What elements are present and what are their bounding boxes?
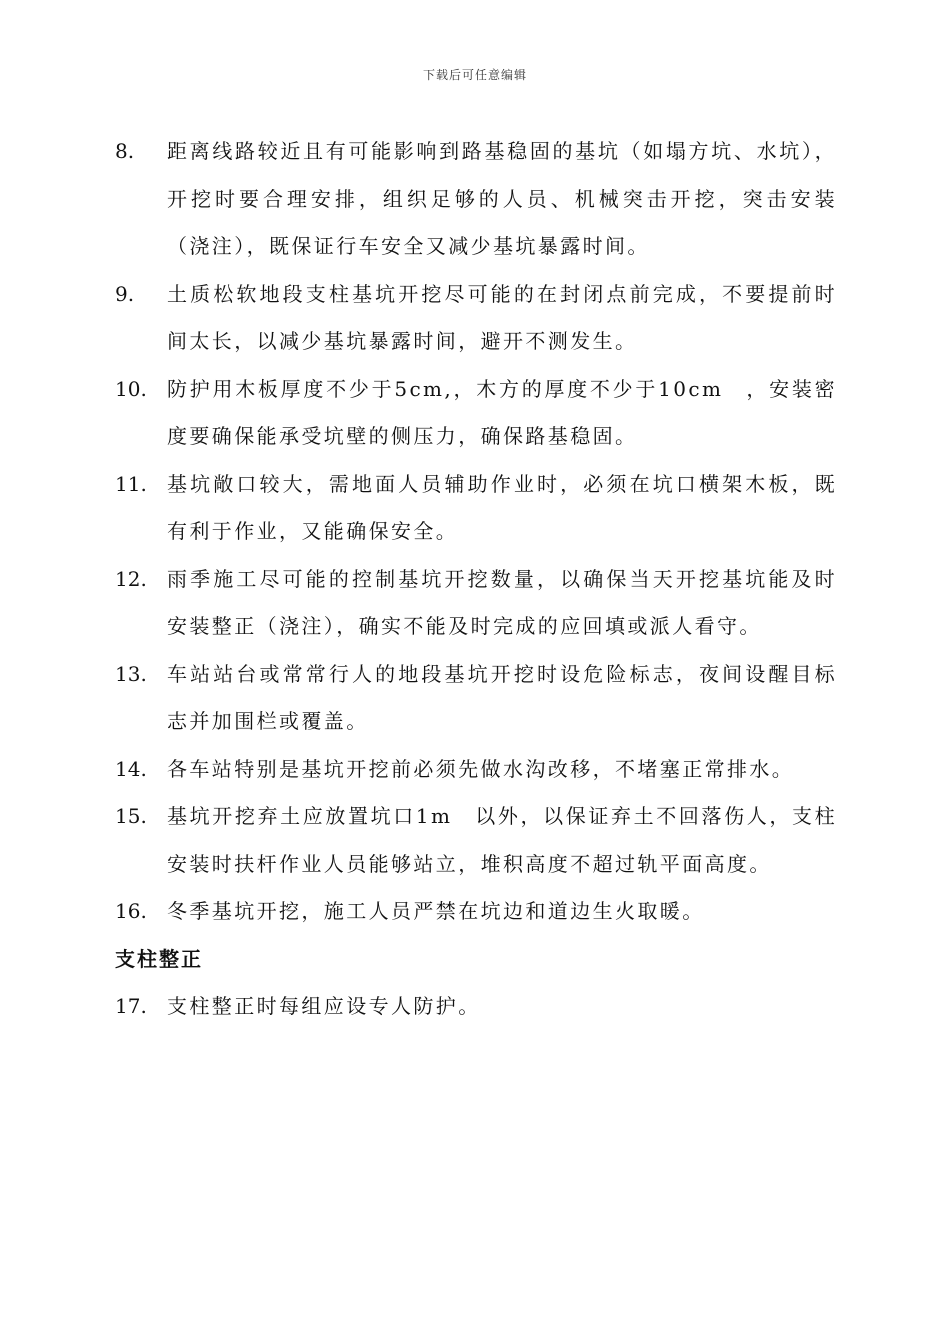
item-number: 8. <box>115 139 135 163</box>
item-text: 雨季施工尽可能的控制基坑开挖数量，以确保当天开挖基坑能及时安装整正（浇注），确实不能及时完成的应回填或派人看守。 <box>167 566 837 638</box>
item-number: 13. <box>115 661 147 686</box>
item-text: 基坑开挖弃土应放置坑口1m 以外，以保证弃土不回落伤人，支柱安装时扶杆作业人员能够站立，堆积高度不超过轨平面高度。 <box>167 804 837 876</box>
item-text: 距离线路较近且有可能影响到路基稳固的基坑（如塌方坑、水坑），开挖时要合理安排，组织足够的人员、机械突击开挖，突击安装（浇注），既保证行车安全又减少基坑暴露时间。 <box>167 139 837 258</box>
list-item-8 <box>115 128 837 271</box>
item-number: 9. <box>115 281 135 306</box>
page-header-note: 下载后可任意编辑 <box>422 68 527 82</box>
list-item-11 <box>115 461 837 556</box>
item-text: 车站站台或常常行人的地段基坑开挖时设危险标志，夜间设醒目标志并加围栏或覆盖。 <box>167 661 837 733</box>
item-number: 14. <box>115 756 147 781</box>
item-number: 16. <box>115 899 147 923</box>
list-item-15 <box>115 793 837 888</box>
item-text: 基坑敞口较大，需地面人员辅助作业时，必须在坑口横架木板，既有利于作业，又能确保安全。 <box>167 471 837 543</box>
section-heading: 支柱整正 <box>115 946 203 971</box>
list-item-10 <box>115 366 837 461</box>
list-item-9 <box>115 271 837 366</box>
item-text: 冬季基坑开挖，施工人员严禁在坑边和道边生火取暖。 <box>167 899 705 923</box>
item-text: 各车站特别是基坑开挖前必须先做水沟改移，不堵塞正常排水。 <box>167 756 795 781</box>
item-number: 11. <box>115 471 147 496</box>
list-item-17 <box>115 983 837 1031</box>
item-text: 土质松软地段支柱基坑开挖尽可能的在封闭点前完成，不要提前时间太长，以减少基坑暴露时间，避开不测发生。 <box>167 281 837 353</box>
item-text: 防护用木板厚度不少于5cm,，木方的厚度不少于10cm ，安装密度要确保能承受坑壁的侧压力，确保路基稳固。 <box>167 376 837 448</box>
item-number: 10. <box>115 376 147 401</box>
list-item-12 <box>115 556 837 651</box>
list-item-16 <box>115 888 837 936</box>
item-number: 12. <box>115 566 147 591</box>
item-number: 15. <box>115 804 147 828</box>
document-body <box>115 128 837 1031</box>
item-number: 17. <box>115 994 147 1018</box>
list-item-13 <box>115 651 837 746</box>
item-text: 支柱整正时每组应设专人防护。 <box>167 994 481 1018</box>
list-item-14 <box>115 746 837 794</box>
